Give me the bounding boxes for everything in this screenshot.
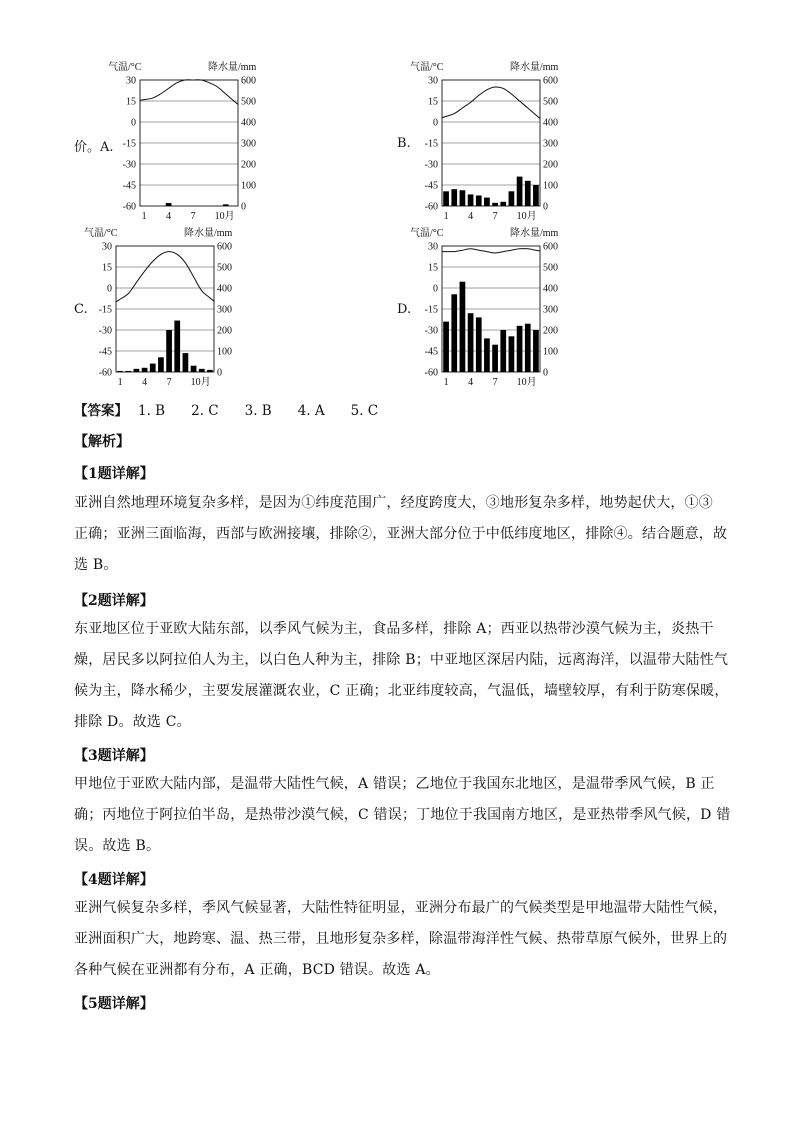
x-tick-label: 1 (443, 211, 449, 222)
precip-tick-label: 300 (543, 304, 558, 316)
precip-bar (191, 366, 197, 372)
precip-bar (533, 185, 539, 206)
x-tick-label: 10月 (516, 377, 537, 388)
temp-tick-label: -45 (424, 180, 438, 192)
body-line: 亚洲面积广大，地跨寒、温、热三带，且地形复杂多样，除温带海洋性气候、热带草原气候外，世界上的 (74, 931, 728, 947)
body-line: 选 B。 (74, 557, 118, 573)
option-label-d: D. (397, 302, 412, 317)
temp-tick-label: 0 (131, 117, 136, 129)
body-line: 候为主，降水稀少，主要发展灌溉农业，C 正确；北亚纬度较高，气温低，墙壁较厚，有利于防寒保暖， (74, 683, 729, 699)
temp-tick-label: -60 (424, 201, 438, 213)
temp-tick-label: -60 (98, 367, 112, 379)
precip-tick-label: 600 (241, 75, 256, 87)
precip-tick-label: 100 (543, 346, 558, 358)
x-tick-label: 7 (166, 377, 172, 388)
precip-axis-title: 降水量/mm (510, 62, 559, 73)
precip-bar (509, 191, 515, 206)
section-body (74, 488, 734, 581)
temperature-line (442, 249, 540, 253)
x-tick-label: 10月 (190, 377, 211, 388)
climate-chart-b-svg (410, 58, 580, 223)
precip-bar (134, 369, 140, 372)
precip-bar (492, 203, 498, 206)
temp-axis-title: 气温/°C (84, 228, 118, 239)
temp-tick-label: 30 (102, 241, 112, 253)
temp-tick-label: 0 (433, 117, 438, 129)
section-heading: 【3题详解】 (74, 748, 154, 764)
x-tick-label: 10月 (214, 211, 235, 222)
precip-tick-label: 600 (543, 241, 558, 253)
x-tick-label: 4 (468, 377, 474, 388)
temp-tick-label: -60 (424, 367, 438, 379)
precip-tick-label: 100 (241, 180, 256, 192)
x-tick-label: 4 (142, 377, 148, 388)
precip-tick-label: 100 (543, 180, 558, 192)
temp-tick-label: -15 (424, 138, 438, 150)
precip-bar (533, 330, 539, 372)
precip-tick-label: 400 (217, 283, 232, 295)
temp-tick-label: -15 (98, 304, 112, 316)
precip-tick-label: 500 (241, 96, 256, 108)
precip-bar (460, 190, 466, 206)
temp-tick-label: 15 (126, 96, 136, 108)
temp-tick-label: 15 (428, 262, 438, 274)
precip-bar (125, 371, 131, 372)
temp-tick-label: -60 (122, 201, 136, 213)
precip-bar (158, 357, 164, 372)
x-tick-label: 7 (492, 211, 498, 222)
temp-tick-label: -15 (122, 138, 136, 150)
precip-tick-label: 0 (217, 367, 222, 379)
precip-tick-label: 300 (241, 138, 256, 150)
precip-tick-label: 200 (241, 159, 256, 171)
temp-tick-label: 0 (107, 283, 112, 295)
temp-tick-label: -15 (424, 304, 438, 316)
x-tick-label: 10月 (516, 211, 537, 222)
precip-bar (174, 321, 180, 372)
precip-tick-label: 200 (543, 325, 558, 337)
section-heading: 【2题详解】 (74, 593, 154, 609)
temp-tick-label: -30 (98, 325, 112, 337)
x-tick-label: 1 (117, 377, 123, 388)
precip-axis-title: 降水量/mm (510, 228, 559, 239)
precip-tick-label: 600 (543, 75, 558, 87)
precip-axis-title: 降水量/mm (208, 62, 257, 73)
precip-tick-label: 0 (543, 201, 548, 213)
body-line: 排除 D。故选 C。 (74, 714, 191, 730)
option-label-c: C. (74, 302, 88, 317)
body-line: 各种气候在亚洲都有分布，A 正确，BCD 错误。故选 A。 (74, 962, 440, 978)
precip-bar (451, 294, 457, 372)
climate-chart-a (108, 58, 278, 223)
x-tick-label: 4 (166, 211, 172, 222)
answer-item: 1. B (138, 403, 166, 419)
precip-bar (443, 191, 449, 206)
body-line: 燥，居民多以阿拉伯人为主，以白色人种为主，排除 B；中亚地区深居内陆，远离海洋，以温带大陆性气 (74, 652, 729, 668)
precip-bar (484, 198, 490, 206)
answer-item: 5. C (350, 403, 379, 419)
body-line: 确；丙地位于阿拉伯半岛，是热带沙漠气候，C 错误；丁地位于我国南方地区，是亚热带季风气候，D 错 (74, 807, 731, 823)
precip-tick-label: 500 (543, 262, 558, 274)
temp-axis-title: 气温/°C (410, 228, 444, 239)
x-tick-label: 7 (492, 377, 498, 388)
precip-tick-label: 400 (543, 117, 558, 129)
answer-item: 2. C (191, 403, 219, 419)
x-tick-label: 4 (468, 211, 474, 222)
precip-tick-label: 600 (217, 241, 232, 253)
section-body (74, 893, 734, 986)
temp-axis-title: 气温/°C (108, 62, 142, 73)
precip-bar (451, 189, 457, 206)
temp-tick-label: -45 (122, 180, 136, 192)
precip-bar (500, 202, 506, 206)
precip-bar (468, 313, 474, 372)
precip-tick-label: 300 (217, 304, 232, 316)
section-body (74, 769, 734, 862)
section-heading: 【1题详解】 (74, 466, 154, 482)
precip-tick-label: 400 (543, 283, 558, 295)
precip-bar (183, 353, 189, 372)
body-line: 甲地位于亚欧大陆内部，是温带大陆性气候，A 错误；乙地位于我国东北地区，是温带季风气候，B 正 (74, 776, 715, 792)
temperature-line (116, 252, 214, 302)
x-tick-label: 7 (190, 211, 196, 222)
precip-tick-label: 500 (543, 96, 558, 108)
precip-bar (117, 371, 123, 372)
x-tick-label: 1 (443, 377, 449, 388)
section-body (74, 614, 734, 738)
precip-bar (199, 369, 205, 372)
temp-tick-label: 30 (428, 75, 438, 87)
precip-bar (460, 282, 466, 372)
precip-bar (223, 204, 229, 206)
temp-tick-label: 0 (433, 283, 438, 295)
temperature-line (442, 87, 540, 119)
temp-tick-label: 30 (126, 75, 136, 87)
analysis-heading: 【解析】 (74, 434, 130, 450)
precip-bar (517, 177, 523, 206)
precip-tick-label: 0 (543, 367, 548, 379)
body-line: 误。故选 B。 (74, 838, 161, 854)
temp-tick-label: 15 (102, 262, 112, 274)
precip-bar (484, 338, 490, 372)
temp-tick-label: 30 (428, 241, 438, 253)
temp-tick-label: -30 (424, 325, 438, 337)
precip-bar (476, 317, 482, 372)
precip-bar (500, 330, 506, 372)
precip-bar (207, 370, 213, 372)
precip-bar (166, 330, 172, 372)
precip-bar (468, 194, 474, 206)
precip-bar (492, 345, 498, 372)
precip-bar (509, 336, 515, 372)
climate-chart-b (410, 58, 580, 223)
body-line: 亚洲自然地理环境复杂多样，是因为①纬度范围广，经度跨度大，③地形复杂多样，地势起伏大，①③ (74, 495, 713, 511)
climate-chart-d-svg (410, 224, 580, 389)
temp-tick-label: -45 (98, 346, 112, 358)
precip-bar (476, 196, 482, 207)
precip-tick-label: 200 (543, 159, 558, 171)
body-line: 亚洲气候复杂多样，季风气候显著，大陆性特征明显，亚洲分布最广的气候类型是甲地温带大陆性气候， (74, 900, 728, 916)
climate-chart-a-svg (108, 58, 278, 223)
option-label-b: B. (397, 136, 411, 151)
section-heading: 【4题详解】 (74, 872, 154, 888)
answer-line (74, 399, 394, 419)
body-line: 东亚地区位于亚欧大陆东部，以季风气候为主，食品多样，排除 A；西亚以热带沙漠气候为主，炎热干 (74, 621, 714, 637)
precip-bar (525, 181, 531, 206)
temp-tick-label: -30 (424, 159, 438, 171)
precip-bar (142, 368, 148, 372)
climate-chart-d (410, 224, 580, 389)
answer-item: 3. B (244, 403, 272, 419)
climate-chart-c-svg (84, 224, 254, 389)
temp-tick-label: -45 (424, 346, 438, 358)
precip-bar (525, 324, 531, 372)
precip-tick-label: 500 (217, 262, 232, 274)
precip-tick-label: 300 (543, 138, 558, 150)
section-heading: 【5题详解】 (74, 996, 154, 1012)
climate-chart-c (84, 224, 254, 389)
precip-bar (150, 364, 156, 372)
temp-tick-label: 15 (428, 96, 438, 108)
precip-bar (517, 326, 523, 372)
precip-axis-title: 降水量/mm (184, 228, 233, 239)
answer-item: 4. A (297, 403, 325, 419)
precip-tick-label: 200 (217, 325, 232, 337)
precip-bar (166, 203, 172, 206)
body-line: 正确；亚洲三面临海，西部与欧洲接壤，排除②，亚洲大部分位于中低纬度地区，排除④。结合题意，故 (74, 526, 728, 542)
x-tick-label: 1 (141, 211, 147, 222)
precip-tick-label: 0 (241, 201, 246, 213)
precip-tick-label: 100 (217, 346, 232, 358)
temp-axis-title: 气温/°C (410, 62, 444, 73)
option-label-a: 价。A. (74, 140, 114, 155)
answer-tag: 【答案】 (74, 403, 128, 419)
precip-bar (443, 322, 449, 372)
precip-tick-label: 400 (241, 117, 256, 129)
temp-tick-label: -30 (122, 159, 136, 171)
